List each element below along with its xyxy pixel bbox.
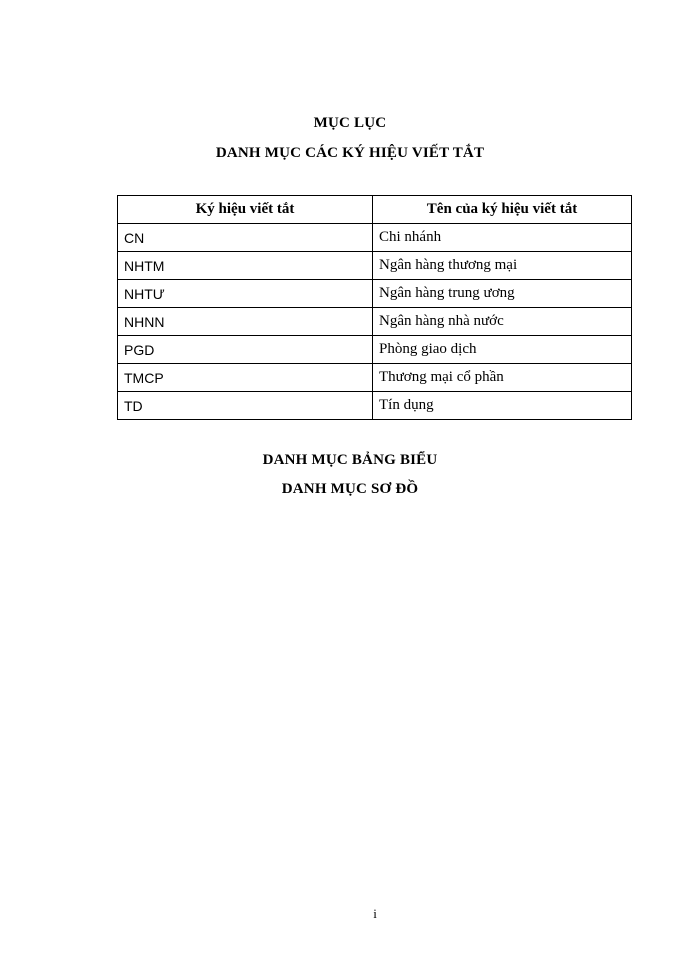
- abbreviation-cell: PGD: [118, 336, 373, 364]
- table-row: [118, 252, 632, 280]
- toc-title: MỤC LỤC: [313, 115, 387, 131]
- full-name-cell: Chi nhánh: [373, 224, 632, 252]
- full-name-cell: Ngân hàng thương mại: [373, 252, 632, 280]
- abbreviation-cell: NHTƯ: [118, 280, 373, 308]
- tables-list-title: DANH MỤC BẢNG BIỂU: [262, 452, 438, 468]
- abbreviations-title: DANH MỤC CÁC KÝ HIỆU VIẾT TẮT: [215, 145, 485, 161]
- table-row: [118, 308, 632, 336]
- table-row: [118, 224, 632, 252]
- abbreviation-cell: TD: [118, 392, 373, 420]
- diagrams-list-title: DANH MỤC SƠ ĐỒ: [281, 481, 419, 497]
- page-number: i: [373, 906, 377, 921]
- header-full-name: Tên của ký hiệu viết tắt: [373, 196, 632, 224]
- abbreviations-table: [117, 195, 632, 420]
- full-name-cell: Phòng giao dịch: [373, 336, 632, 364]
- table-row: [118, 364, 632, 392]
- table-header-row: [118, 196, 632, 224]
- full-name-cell: Ngân hàng nhà nước: [373, 308, 632, 336]
- abbreviation-cell: NHTM: [118, 252, 373, 280]
- full-name-cell: Tín dụng: [373, 392, 632, 420]
- abbreviation-cell: NHNN: [118, 308, 373, 336]
- table-row: [118, 392, 632, 420]
- table-row: [118, 336, 632, 364]
- full-name-cell: Thương mại cổ phần: [373, 364, 632, 392]
- header-abbreviation: Ký hiệu viết tắt: [118, 196, 373, 224]
- abbreviation-cell: TMCP: [118, 364, 373, 392]
- abbreviation-cell: CN: [118, 224, 373, 252]
- table-row: [118, 280, 632, 308]
- full-name-cell: Ngân hàng trung ương: [373, 280, 632, 308]
